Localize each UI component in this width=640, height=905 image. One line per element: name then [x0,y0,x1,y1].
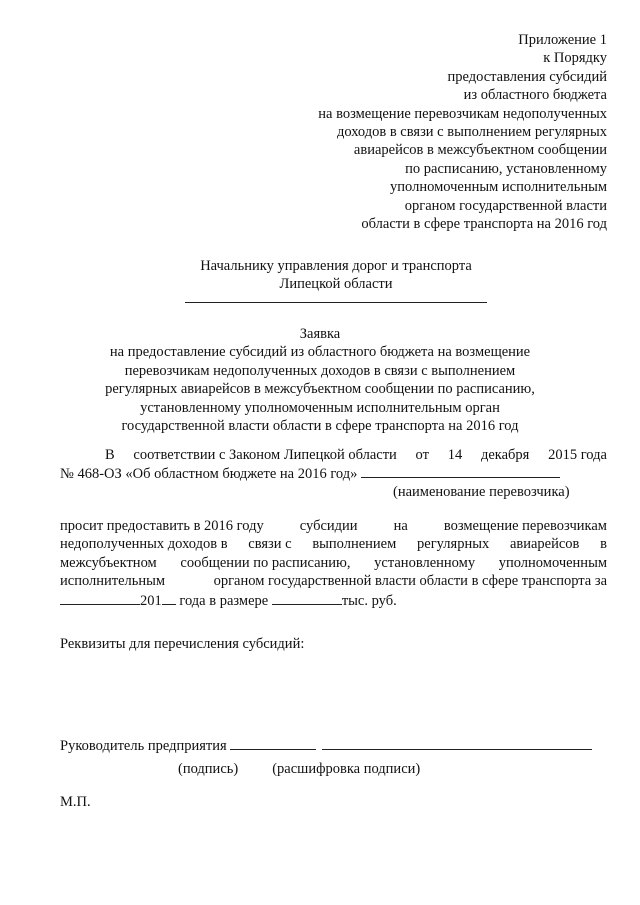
word: исполнительным [60,573,166,590]
word: декабря [480,447,530,463]
paragraph-line [60,446,607,464]
law-reference-paragraph [60,446,607,484]
appendix-line: органом государственной власти [404,197,607,214]
appendix-block [207,31,607,233]
word: сообщении по расписанию, [180,554,351,571]
appendix-line: из областного бюджета [463,87,607,104]
appendix-line: на возмещение перевозчикам недополученных [318,105,607,122]
appendix-line: по расписанию, установленному [405,160,607,177]
word: органом государственной власти области в сфере транспорта за [213,573,607,590]
word: просит предоставить в 2016 году [60,518,264,534]
word: связи с [248,536,292,553]
word: межсубъектном [60,554,157,571]
law-text: № 468-ОЗ «Об областном бюджете на 2016 год» [60,466,361,483]
carrier-caption: (наименование перевозчика) [393,484,570,500]
date-blank[interactable] [60,591,140,605]
title-line: перевозчикам недополученных доходов в связи с выполнением [124,362,516,379]
word: 14 [447,447,463,463]
year-prefix: 201 [140,592,162,609]
word: регулярных [417,536,490,553]
word: выполнением [312,536,397,553]
word: В [105,447,115,463]
paragraph-line [60,591,607,610]
title-line: регулярных авиарейсов в межсубъектном сообщении по расписанию, [105,381,535,398]
paragraph-line [60,554,607,572]
currency-unit: тыс. руб. [341,592,397,609]
paragraph-line [60,572,607,590]
carrier-name-blank[interactable] [361,464,560,478]
requisites-label: Реквизиты для перечисления субсидий: [60,636,305,652]
word: уполномоченным [498,554,607,571]
title-line: государственной власти области в сфере транспорта на 2016 год [121,418,519,435]
appendix-line: области в сфере транспорта на 2016 год [361,216,607,233]
signature-blank[interactable] [230,736,316,750]
signature-label: Руководитель предприятия [60,738,231,754]
addressee-underline [185,302,487,303]
appendix-line: уполномоченным исполнительным [390,179,607,196]
name-transcript-blank[interactable] [322,736,592,750]
paragraph-line [60,517,607,535]
stamp-place: М.П. [60,794,91,810]
appendix-line: предоставления субсидий [447,68,607,85]
paragraph-line [60,535,607,553]
addressee-line: Начальнику управления дорог и транспорта [200,258,472,274]
addressee-block [185,257,487,294]
word: авиарейсов [509,536,580,553]
appendix-line: к Порядку [543,50,607,67]
word: от [415,447,429,463]
amount-blank[interactable] [272,591,342,605]
title-heading: Заявка [299,326,341,342]
year-blank[interactable] [162,591,176,605]
amount-label: года в размере [175,592,272,609]
word: 2015 года [548,447,607,463]
word: установленному [374,554,476,571]
request-paragraph [60,517,607,610]
appendix-line: Приложение 1 [518,32,607,48]
appendix-line: доходов в связи с выполнением регулярных [336,124,607,141]
word: недополученных доходов в [60,536,228,553]
word: возмещение перевозчикам [443,518,607,534]
word: соответствии с Законом Липецкой области [133,447,397,463]
title-line: на предоставление субсидий из областного бюджета на возмещение [109,344,531,361]
signature-line [60,736,592,755]
signature-captions [178,760,420,778]
appendix-line: авиарейсов в межсубъектном сообщении [353,142,607,159]
word: субсидии [299,518,358,534]
title-line: установленному уполномоченным исполнительным орган [140,399,500,416]
word: на [393,518,408,534]
word: в [600,536,607,553]
caption-sign: (подпись) [178,761,239,777]
paragraph-line [60,464,607,483]
caption-name: (расшифровка подписи) [272,761,421,777]
application-title [80,325,560,435]
addressee-line: Липецкой области [279,276,393,293]
